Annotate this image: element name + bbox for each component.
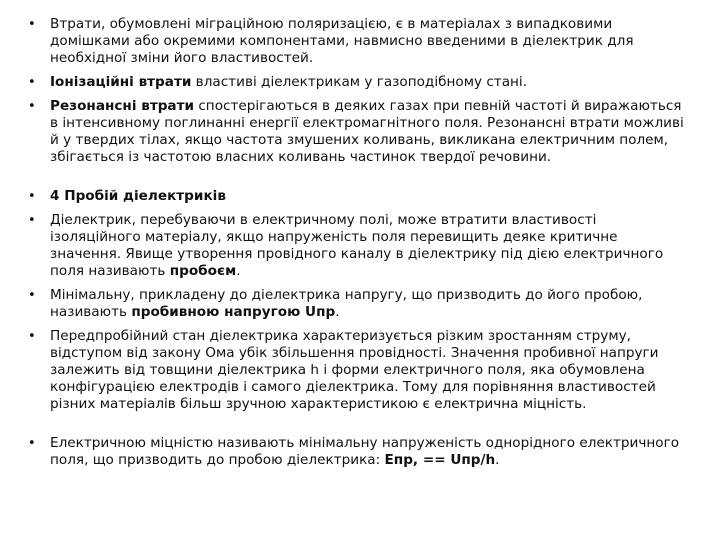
bullet-icon: • xyxy=(28,213,36,228)
bullet-icon: • xyxy=(28,436,36,451)
bullet-item-pre-breakdown-state xyxy=(24,328,686,413)
bullet-term: пробоєм xyxy=(169,263,237,279)
bullet-item-migration-losses xyxy=(24,16,686,67)
bullet-term: пробивною напругою Uпр xyxy=(131,304,336,320)
bullet-text-end: . xyxy=(335,304,340,320)
bullet-icon: • xyxy=(28,189,36,204)
bullet-icon: • xyxy=(28,329,36,344)
bullet-item-electric-strength xyxy=(24,435,686,469)
bullet-text-end: . xyxy=(495,452,500,468)
section-heading-breakdown xyxy=(24,188,686,205)
bullet-list xyxy=(24,16,686,469)
bullet-icon: • xyxy=(28,288,36,303)
bullet-text: властиві діелектрикам у газоподібному стані. xyxy=(191,74,528,90)
bullet-item-breakdown-definition xyxy=(24,212,686,280)
bullet-item-resonance-losses xyxy=(24,98,686,166)
bullet-lead: Іонізаційні втрати xyxy=(50,74,192,90)
section-heading: 4 Пробій діелектриків xyxy=(50,188,226,204)
bullet-item-breakdown-voltage xyxy=(24,287,686,321)
bullet-formula: Епр, == Uпр/h xyxy=(384,452,496,468)
bullet-icon: • xyxy=(28,99,36,114)
bullet-icon: • xyxy=(28,75,36,90)
bullet-text-end: . xyxy=(236,263,241,279)
bullet-lead: Резонансні втрати xyxy=(50,98,195,114)
bullet-icon: • xyxy=(28,17,36,32)
bullet-text: Передпробійний стан діелектрика характеризується різким зростанням струму, відступом від закону Ома убік збільшення провідності. Значення пробивної напруги залежить від товщини діелектрика h і форми електричного поля, яка обумовлена конфігурацією електродів і самого діелектрика. Тому для порівняння властивостей різних матеріалів більш зручною характеристикою є електрична міцність. xyxy=(50,328,659,412)
bullet-item-ionization-losses xyxy=(24,74,686,91)
bullet-text: Електричною міцністю називають мінімальну напруженість однорідного електричного поля, що призводить до пробою діелектрика: xyxy=(50,435,680,468)
bullet-text: Діелектрик, перебуваючи в електричному полі, може втратити властивості ізоляційного матеріалу, якщо напруженість поля перевищить деяке критичне значення. Явище утворення провідного каналу в діелектрику під дією електричного поля називають xyxy=(50,212,664,279)
bullet-text: Мінімальну, прикладену до діелектрика напругу, що призводить до його пробою, називають xyxy=(50,287,643,320)
bullet-text: спостерігаються в деяких газах при певній частоті й виражаються в інтенсивному поглинанні енергії електромагнітного поля. Резонансні втрати можливі й у твердих тілах, якщо частота змушених коливань, викликана електричним полем, збігається із частотою власних коливань частинок твердої речовини. xyxy=(50,98,684,165)
bullet-text: Втрати, обумовлені міграційною поляризацією, є в матеріалах з випадковими домішками або окремими компонентами, навмисно введеними в діелектрик для необхідної зміни його властивостей. xyxy=(50,16,634,66)
